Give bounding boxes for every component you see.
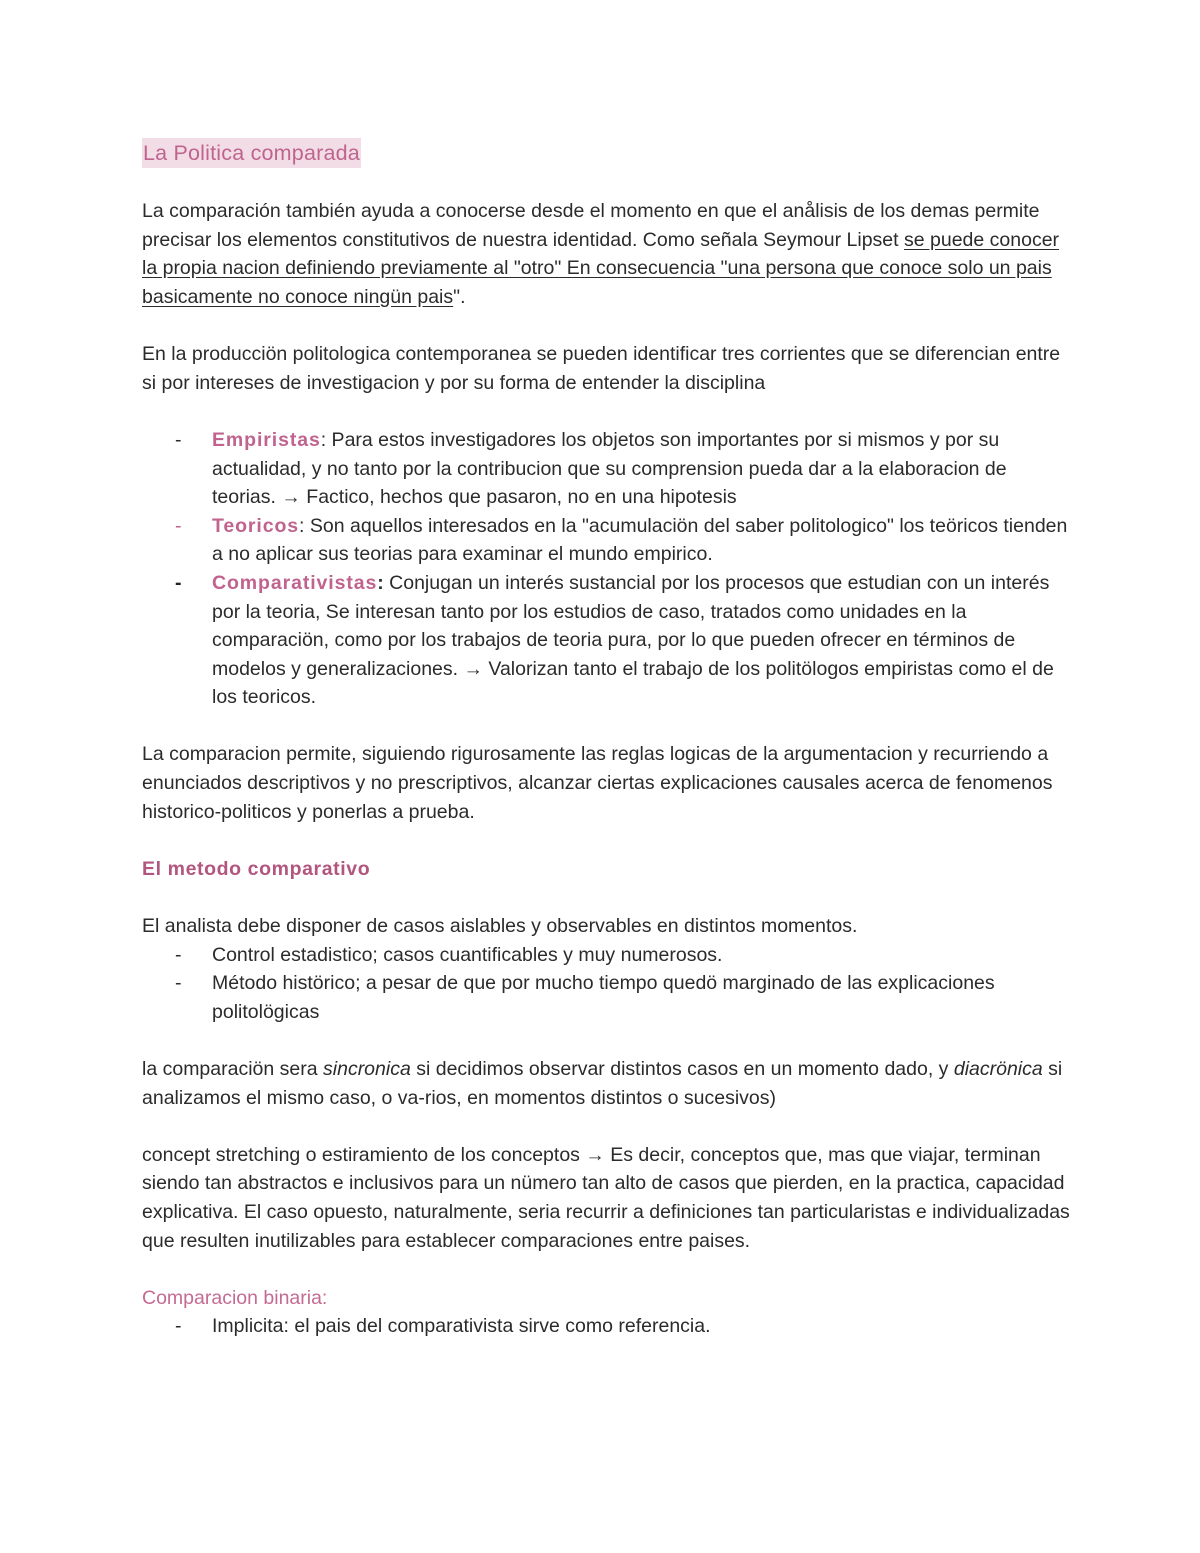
term-diacronica: diacrönica xyxy=(953,1058,1043,1080)
dash-bullet: - xyxy=(175,514,182,537)
paragraph-currents-intro: En la producciön politologica contemporanea se pueden identificar tres corrientes que se diferencian entre si por intereses de investigacion y por su forma de entender la disciplina xyxy=(142,343,1061,394)
section-heading-binaria: Comparacion binaria: xyxy=(142,1286,328,1309)
paragraph-text: si analizamos el mismo caso, o va-rios, en momentos distintos o sucesivos) xyxy=(142,1058,1063,1109)
term-colon: : xyxy=(377,571,384,594)
underlined-quote: se puede conocer la propia nacion definiendo previamente al "otro" En consecuencia "una persona que conoce solo un pais basicamente no conoce ningün pais xyxy=(142,228,1060,308)
list-item xyxy=(142,941,1072,970)
list-item-text: Son aquellos interesados en la "acumulaciön del saber politologico" los teöricos tienden a no aplicar sus teorias para examinar el mundo empirico. xyxy=(212,514,1068,566)
dash-bullet: - xyxy=(175,943,182,966)
list-item xyxy=(142,569,1072,712)
list-item xyxy=(142,426,1072,512)
list-item xyxy=(142,969,1072,1026)
list-item-text: Método histörico; a pesar de que por mucho tiempo quedö marginado de las explicaciones politolögicas xyxy=(212,972,995,1023)
dash-bullet: - xyxy=(175,571,182,594)
paragraph-identity-text: La comparación también ayuda a conocerse desde el momento en que el anålisis de los demas permite precisar los elementos constitutivos de nuestra identidad. Como señala Seymour Lipset xyxy=(142,200,1040,251)
paragraph-concept-stretching: concept stretching o estiramiento de los conceptos → Es decir, conceptos que, mas que viajar, terminan siendo tan abstractos e inclusivos para un nümero tan alto de casos que pierden, en la practica, capacidad explicativa. El caso opuesto, naturalmente, seria recurrir a definiciones tan particularistas e individualizadas que resulten inutilizables para establecer comparaciones entre paises. xyxy=(142,1143,1070,1252)
term-comparativistas: Comparativistas xyxy=(212,571,378,594)
document-page xyxy=(142,138,1072,1341)
paragraph-identity xyxy=(142,197,1072,311)
paragraph-sync-diachronic xyxy=(142,1055,1072,1112)
term-teoricos: Teoricos xyxy=(212,514,300,537)
list-item-text: Para estos investigadores los objetos son importantes por si mismos y por su actualidad, y no tanto por la contribucion que su comprension pueda dar a la elaboracion de teorias. → Factico, hechos que pasaron, no en una hipotesis xyxy=(212,428,1007,509)
term-sincronica: sincronica xyxy=(323,1058,411,1080)
term-empiristas: Empiristas xyxy=(212,428,321,451)
dash-bullet: - xyxy=(175,428,182,451)
list-item-text: Implicita: el pais del comparativista sirve como referencia. xyxy=(212,1315,711,1338)
paragraph-analyst: El analista debe disponer de casos aislables y observables en distintos momentos. xyxy=(142,915,858,938)
title-line xyxy=(142,138,1072,169)
list-item-text: Control estadistico; casos cuantificables y muy numerosos. xyxy=(212,943,723,966)
document-title: La Politica comparada xyxy=(142,138,361,168)
paragraph-comparison: La comparacion permite, siguiendo rigurosamente las reglas logicas de la argumentacion y recurriendo a enunciados descriptivos y no prescriptivos, alcanzar ciertas explicaciones causales acerca de fenomenos historico-politicos y ponerlas a prueba. xyxy=(142,743,1053,823)
dash-bullet: - xyxy=(175,972,182,995)
list-item xyxy=(142,512,1072,569)
list-item xyxy=(142,1312,1072,1341)
paragraph-text: la comparaciön sera xyxy=(142,1058,324,1080)
list-item-text: Conjugan un interés sustancial por los procesos que estudian con un interés por la teoria, Se interesan tanto por los estudios de caso, tratados como unidades en la comparaciön, como por los trabajos de teoria pura, por lo que pueden ofrecer en términos de modelos y generalizaciones. → Valorizan tanto el trabajo de los politölogos empiristas como el de los teoricos. xyxy=(212,571,1054,709)
dash-bullet: - xyxy=(175,1315,182,1338)
paragraph-text: si decidimos observar distintos casos en un momento dado, y xyxy=(410,1058,954,1080)
methods-list xyxy=(142,941,1072,1027)
currents-list xyxy=(142,426,1072,712)
term-colon: : xyxy=(320,428,327,451)
quote-end: ". xyxy=(453,285,466,308)
term-colon: : xyxy=(299,514,305,537)
binary-list xyxy=(142,1312,1072,1341)
section-heading-metodo: El metodo comparativo xyxy=(142,857,371,880)
